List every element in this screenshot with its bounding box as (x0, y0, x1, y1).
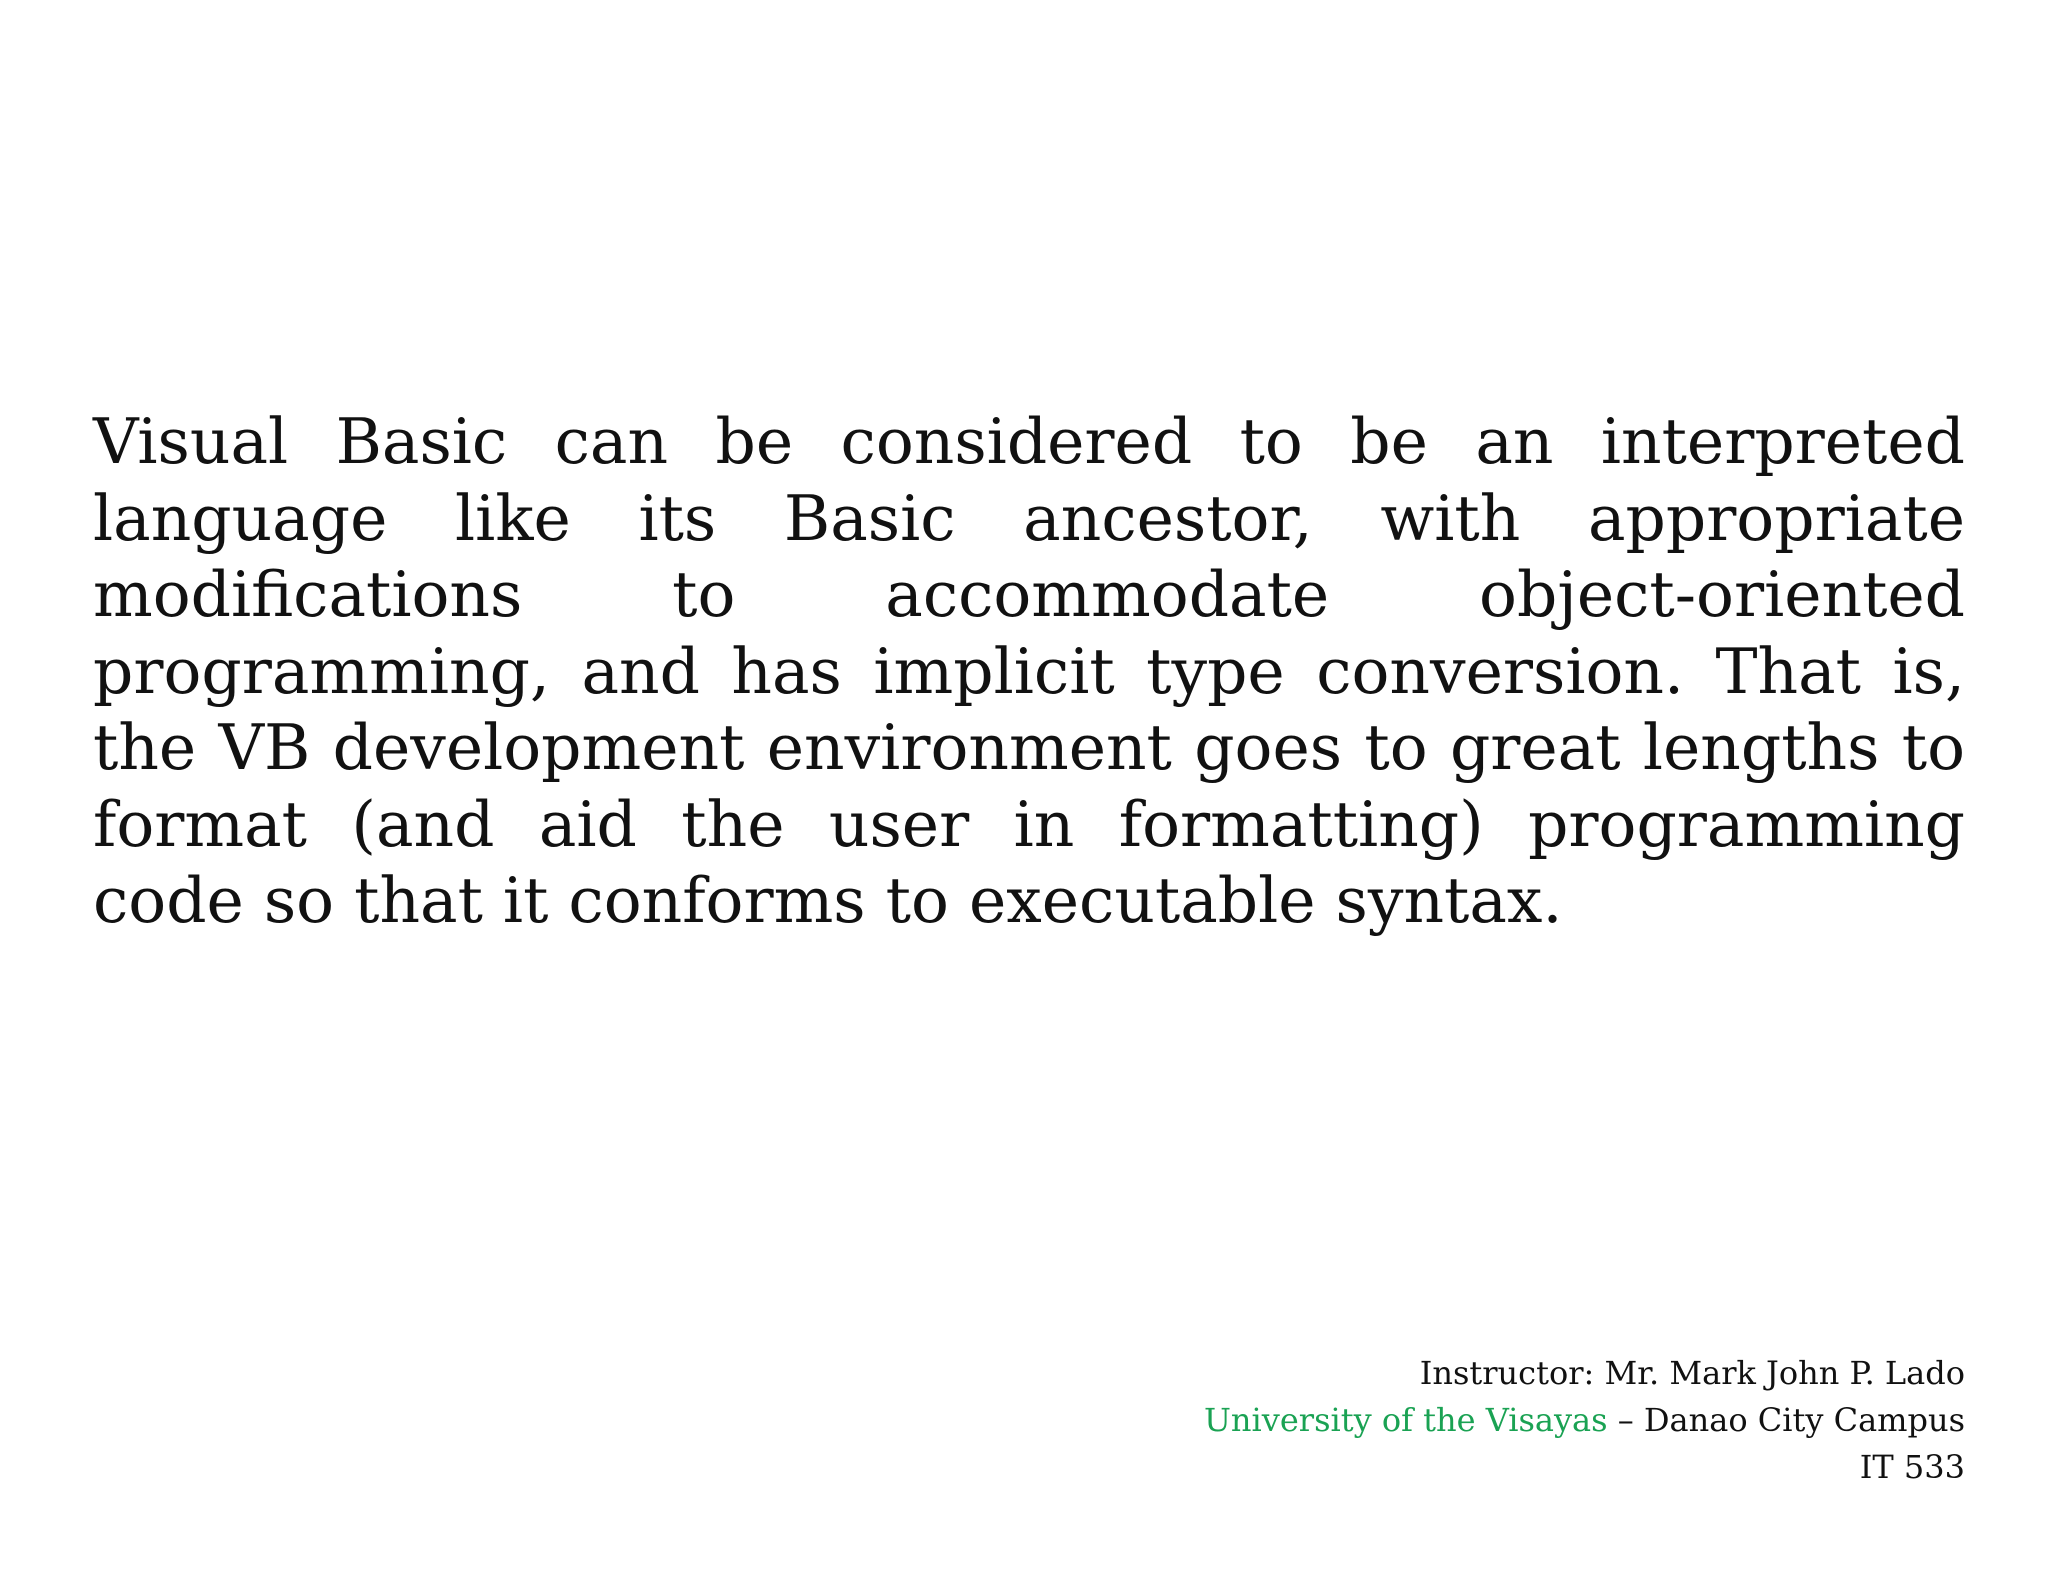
instructor-line: Instructor: Mr. Mark John P. Lado (1419, 1354, 1965, 1392)
campus-name: – Danao City Campus (1607, 1401, 1965, 1439)
course-code: IT 533 (1859, 1448, 1965, 1486)
slide-footer (1204, 1350, 1965, 1491)
institution-line (1204, 1397, 1965, 1444)
slide-paragraph: Visual Basic can be considered to be an interpreted language like its Basic ancestor, with appropriate modifications to accommodate object-oriented programming, and has implicit type conversion. That is, the VB development environment goes to great lengths to format (and aid the user in formatting) programming code so that it conforms to executable syntax. (93, 405, 1965, 937)
university-name: University of the Visayas (1203, 1401, 1608, 1439)
